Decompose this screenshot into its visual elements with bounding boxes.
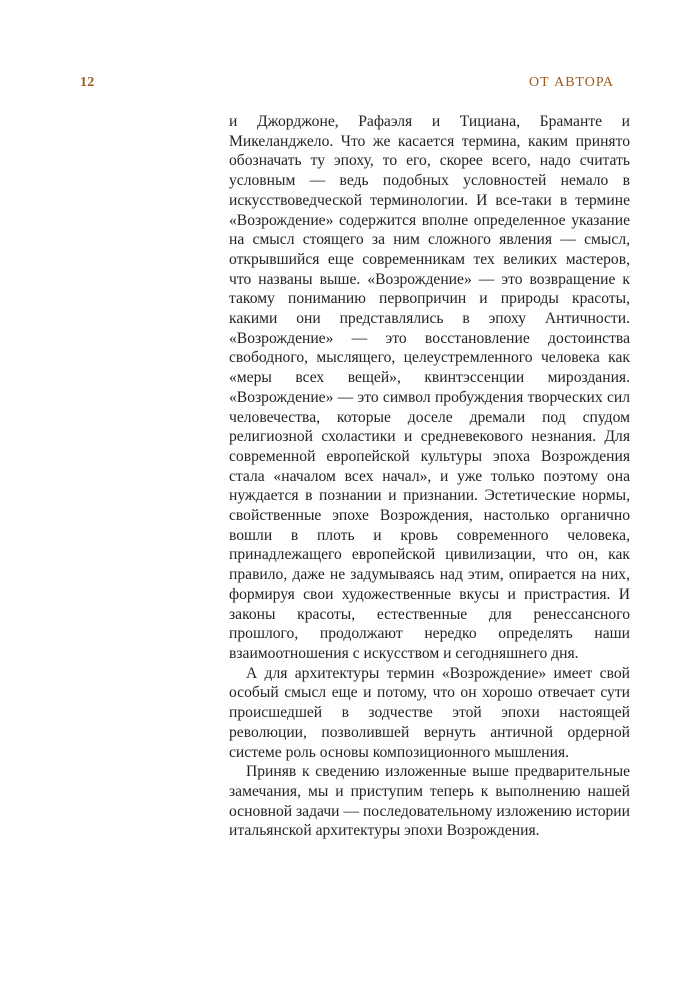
paragraph-1: и Джорджоне, Рафаэля и Тициана, Браманте и Микеланджело. Что же касается термина, каким принято обозначать ту эпоху, то его, скорее всего, надо считать условным — ведь подобных условностей немало в искусствоведческой терминологии. И все-таки в термине «Возрождение» содержится вполне определенное указание на смысл стоящего за ним сложного явления — смысл, открывшийся еще современникам тех великих мастеров, что названы выше. «Возрождение» — это возвращение к такому пониманию первопричин и природы красоты, какими они представлялись в эпоху Античности. «Возрождение» — это восстановление достоинства свободного, мыслящего, целеустремленного человека как «меры всех вещей», квинтэссенции мироздания. «Возрождение» — это символ пробуждения творческих сил человечества, которые доселе дремали под спудом религиозной схоластики и средневекового незнания. Для современной европейской культуры эпоха Возрождения стала «началом всех начал», и уже только поэтому она нуждается в познании и признании. Эстетические нормы, свойственные эпохе Возрождения, настолько органично вошли в плоть и кровь современного человека, принадлежащего европейской цивилизации, что он, как правило, даже не задумываясь над этим, опирается на них, формируя свои художественные вкусы и пристрастия. И законы красоты, естественные для ренессансного прошлого, продолжают нередко определять наши взаимоотношения с искусством и сегодняшнего дня.: [229, 113, 630, 662]
page-number: 12: [80, 75, 95, 90]
body-text: [229, 112, 630, 841]
running-title: ОТ АВТОРА: [528, 75, 614, 90]
paragraph-2: А для архитектуры термин «Возрождение» имеет свой особый смысл еще и потому, что он хорошо отвечает сути происшедшей в зодчестве этой эпохи настоящей революции, позволившей вернуть античной ордерной системе роль основы композиционного мышления.: [229, 664, 630, 761]
paragraph-3: Приняв к сведению изложенные выше предварительные замечания, мы и приступим теперь к выполнению нашей основной задачи — последовательному изложению истории итальянской архитектуры эпохи Возрождения.: [229, 763, 630, 840]
